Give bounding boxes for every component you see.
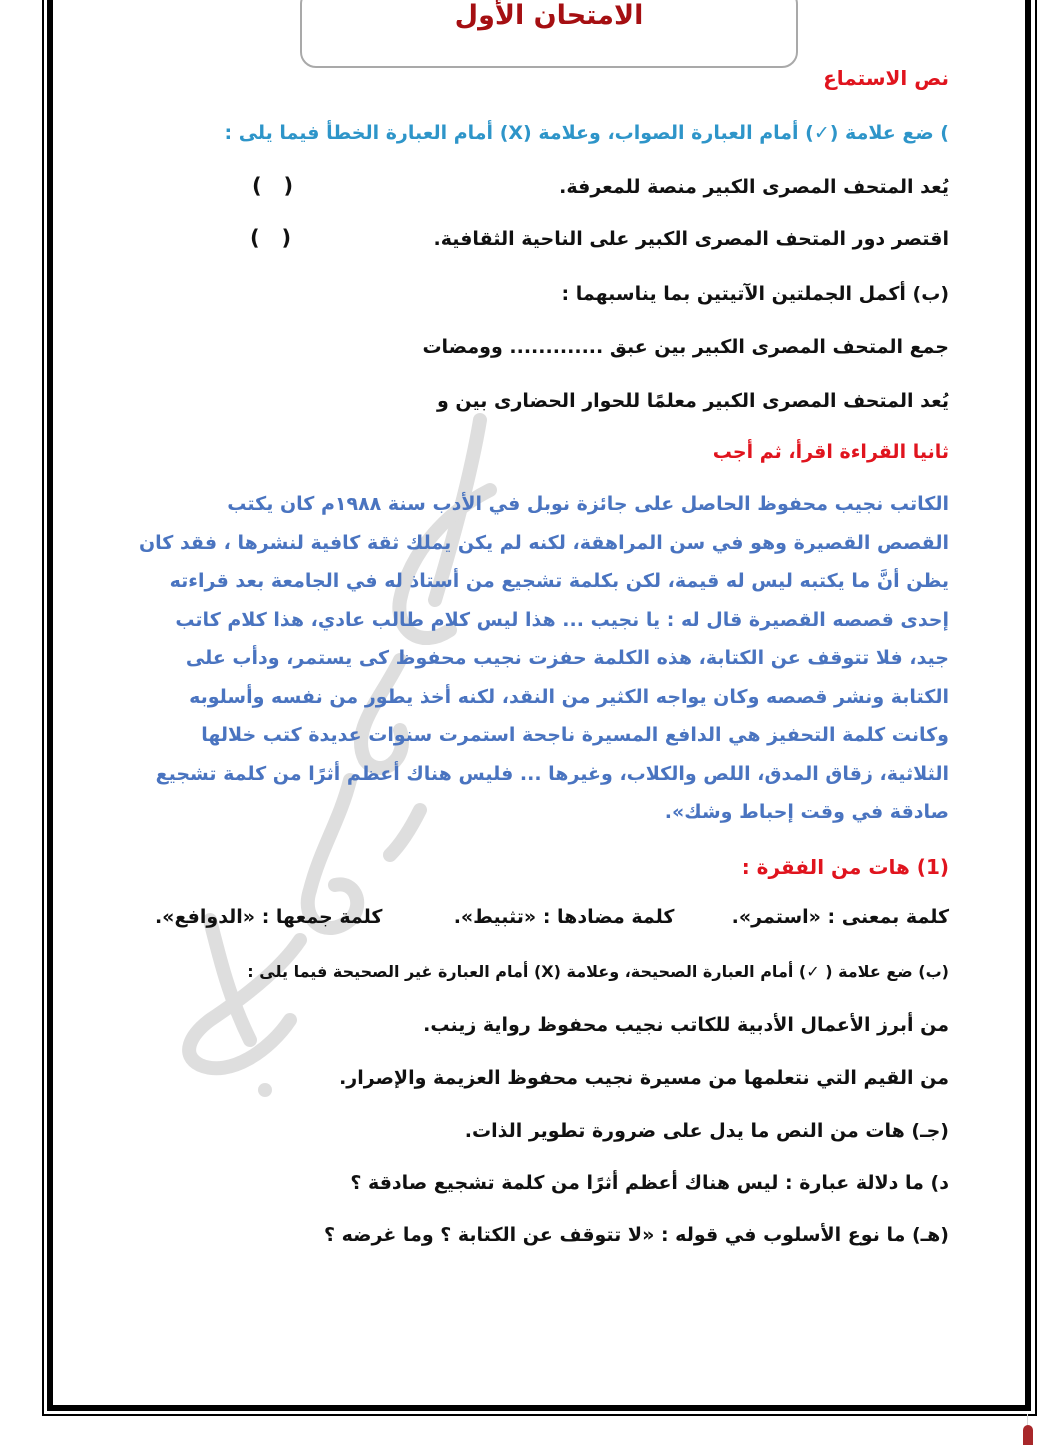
passage-line: إحدى قصصه القصيرة قال له : يا نجيب ... هذا ليس كلام طالب عادي، هذا كلام كاتب [175,608,949,631]
exam-title: الامتحان الأول [454,0,644,31]
question-b-statement-1: من أبرز الأعمال الأدبية للكاتب نجيب محفوظ رواية زينب. [423,1014,949,1036]
vocab-item-meaning: كلمة بمعنى : «استمر». [731,906,949,928]
part-b-heading: (ب) أكمل الجملتين الآتيتين بما يناسبهما : [561,283,949,305]
passage-line: وكانت كلمة التحفيز هي الدافع المسيرة ناجحة استمرت سنوات عديدة كتب خلالها [201,724,949,746]
passage-line: الكتابة ونشر قصصه وكان يواجه الكثير من النقد، لكنه أخذ يطور من نفسه وأسلوبه [189,685,949,708]
listening-statement-1: يُعد المتحف المصرى الكبير منصة للمعرفة. [559,176,949,198]
passage-line: جيد، فلا تتوقف عن الكتابة، هذه الكلمة حفزت نجيب محفوظ كى يستمر، ودأب على [185,647,949,669]
passage-line: يظن أنَّ ما يكتبه ليس له قيمة، لكن بكلمة تشجيع من أستاذ له في الجامعة بعد قراءته [169,570,949,592]
reading-passage [119,485,949,832]
passage-line: الثلاثية، زقاق المدق، اللص والكلاب، وغيرها ... فليس هناك أعظم أثرًا من كلمة تشجيع [155,762,949,785]
vocab-item-plural: كلمة جمعها : «الدوافع». [154,906,383,928]
listening-instruction: ) ضع علامة (✓) أمام العبارة الصواب، وعلامة (X) أمام العبارة الخطأ فيما يلى : [224,122,949,144]
listening-statement-2: اقتصر دور المتحف المصرى الكبير على الناحية الثقافية. [433,228,949,250]
question-b-statement-2: من القيم التي نتعلمها من مسيرة نجيب محفوظ العزيمة والإصرار. [339,1067,949,1089]
fill-sentence-2: يُعد المتحف المصرى الكبير معلمًا للحوار الحضارى بين و [437,390,949,412]
passage-line: صادقة في وقت إحباط وشك». [664,801,949,823]
question-e: (هـ) ما نوع الأسلوب في قوله : «لا تتوقف عن الكتابة ؟ وما غرضه ؟ [324,1224,949,1246]
vocab-item-antonym: كلمة مضادها : «تثبيط». [453,906,675,928]
passage-line: الكاتب نجيب محفوظ الحاصل على جائزة نوبل في الأدب سنة ١٩٨٨م كان يكتب [227,493,949,515]
question-1-heading: (1) هات من الفقرة : [741,855,949,879]
title-box [300,0,798,68]
reading-heading: ثانيا القراءة اقرأ، ثم أجب [712,441,949,463]
listening-heading: نص الاستماع [823,66,949,90]
question-c: (جـ) هات من النص ما يدل على ضرورة تطوير الذات. [464,1120,949,1142]
page-marker [1023,1425,1033,1445]
fill-sentence-1: جمع المتحف المصرى الكبير بين عبق ............. وومضات [422,336,949,358]
vocab-row [155,906,949,928]
passage-line: القصص القصيرة وهو في سن المراهقة، لكنه لم يكن يملك ثقة كافية لنشرها ، فقد كان [138,531,949,554]
answer-box-2[interactable]: ( ) [250,226,292,250]
answer-box-1[interactable]: ( ) [252,174,294,198]
question-b-instruction: (ب) ضع علامة ( ✓) أمام العبارة الصحيحة، وعلامة (X) أمام العبارة غير الصحيحة فيما يلى : [247,962,949,981]
question-d: د) ما دلالة عبارة : ليس هناك أعظم أثرًا من كلمة تشجيع صادقة ؟ [350,1172,949,1194]
